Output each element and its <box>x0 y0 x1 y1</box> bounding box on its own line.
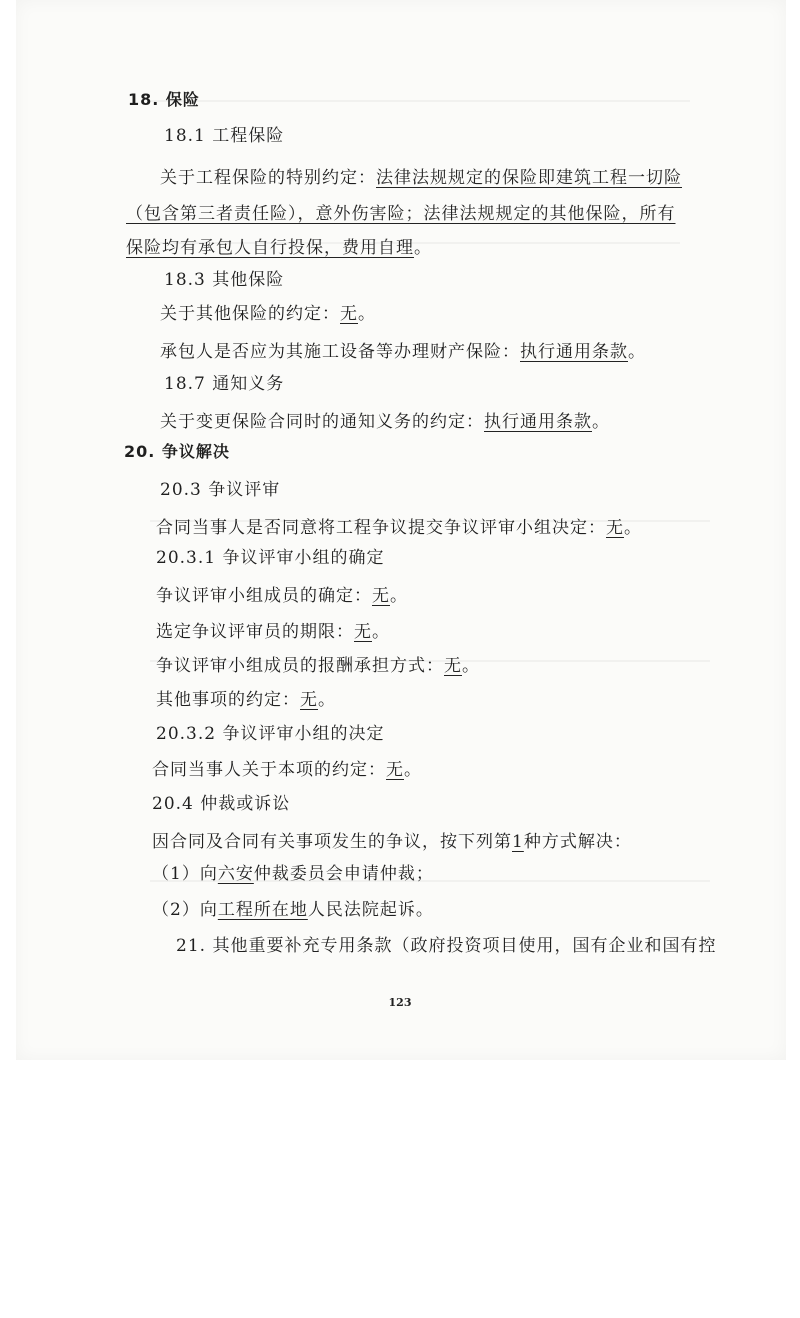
clause-value: 无 <box>606 518 624 538</box>
clause-20-4-intro <box>152 830 632 854</box>
clause-value: 无 <box>340 304 358 324</box>
clause-value: 无 <box>300 690 318 710</box>
clause-18-7 <box>160 410 610 434</box>
clause-end: 。 <box>390 586 408 606</box>
subsection-18-3-title: 18.3 其他保险 <box>164 270 285 290</box>
clause-20-3-1-item-3 <box>156 654 480 678</box>
clause-18-3-line-2 <box>160 340 646 364</box>
clause-end: 。 <box>318 690 336 710</box>
subsection-20-4-title: 20.4 仲裁或诉讼 <box>152 794 291 814</box>
section-18-heading: 18. 保险 <box>128 90 200 109</box>
clause-value: 无 <box>354 622 372 642</box>
section-20-heading: 20. 争议解决 <box>124 442 230 461</box>
clause-label: 合同当事人关于本项的约定： <box>152 760 386 780</box>
clause-label: 仲裁委员会申请仲裁； <box>253 864 434 884</box>
clause-value: 保险均有承包人自行投保，费用自理 <box>126 238 414 258</box>
clause-label: （1）向 <box>152 864 218 884</box>
clause-20-4-option-2 <box>152 898 434 922</box>
clause-value: 执行通用条款 <box>484 412 592 432</box>
clause-end: 。 <box>372 622 390 642</box>
clause-label: 因合同及合同有关事项发生的争议，按下列第 <box>152 832 512 852</box>
clause-label: 选定争议评审员的期限： <box>156 622 354 642</box>
clause-20-3-2 <box>152 758 422 782</box>
clause-value: 法律法规规定的保险即建筑工程一切险 <box>376 168 682 188</box>
clause-18-1-line-1 <box>160 166 682 190</box>
clause-label: 关于变更保险合同时的通知义务的约定： <box>160 412 484 432</box>
clause-18-3-line-1 <box>160 302 376 326</box>
clause-label: 争议评审小组成员的报酬承担方式： <box>156 656 444 676</box>
subsection-18-1-title: 18.1 工程保险 <box>164 126 285 146</box>
clause-label: 争议评审小组成员的确定： <box>156 586 372 606</box>
subsection-18-7-title: 18.7 通知义务 <box>164 374 285 394</box>
clause-end: 。 <box>358 304 376 324</box>
clause-label: 人民法院起诉。 <box>307 900 434 920</box>
clause-20-3-1-item-2 <box>156 620 390 644</box>
clause-20-4-option-1 <box>152 862 434 886</box>
clause-value: 六安 <box>217 864 254 884</box>
clause-20-3-1-item-4 <box>156 688 336 712</box>
clause-end: 。 <box>462 656 480 676</box>
section-21-text: 21. 其他重要补充专用条款（政府投资项目使用，国有企业和国有控 <box>176 936 717 956</box>
clause-end: 。 <box>592 412 610 432</box>
clause-label: 合同当事人是否同意将工程争议提交争议评审小组决定： <box>156 518 606 538</box>
clause-18-1-line-3 <box>126 236 432 260</box>
clause-end: 。 <box>414 238 432 258</box>
clause-value: （包含第三者责任险），意外伤害险；法律法规规定的其他保险，所有 <box>126 204 676 224</box>
clause-label: 关于其他保险的约定： <box>160 304 340 324</box>
clause-end: 。 <box>624 518 642 538</box>
bleed-through-mark <box>150 100 690 102</box>
clause-value: 工程所在地 <box>217 900 308 920</box>
clause-end: 。 <box>404 760 422 780</box>
subsection-20-3-1-title: 20.3.1 争议评审小组的确定 <box>156 548 385 568</box>
clause-label: 其他事项的约定： <box>156 690 300 710</box>
subsection-20-3-title: 20.3 争议评审 <box>160 480 281 500</box>
clause-label: 关于工程保险的特别约定： <box>160 168 376 188</box>
clause-20-3-1-item-1 <box>156 584 408 608</box>
clause-label: （2）向 <box>152 900 218 920</box>
page-number: 123 <box>388 996 412 1009</box>
subsection-20-3-2-title: 20.3.2 争议评审小组的决定 <box>156 724 385 744</box>
clause-end: 。 <box>628 342 646 362</box>
clause-value: 1 <box>512 832 524 852</box>
clause-20-3 <box>156 516 642 540</box>
clause-value: 无 <box>386 760 404 780</box>
clause-label: 承包人是否应为其施工设备等办理财产保险： <box>160 342 520 362</box>
clause-value: 无 <box>444 656 462 676</box>
clause-label: 种方式解决： <box>523 832 632 852</box>
clause-18-1-line-2 <box>126 202 676 226</box>
clause-value: 执行通用条款 <box>520 342 628 362</box>
clause-value: 无 <box>372 586 390 606</box>
